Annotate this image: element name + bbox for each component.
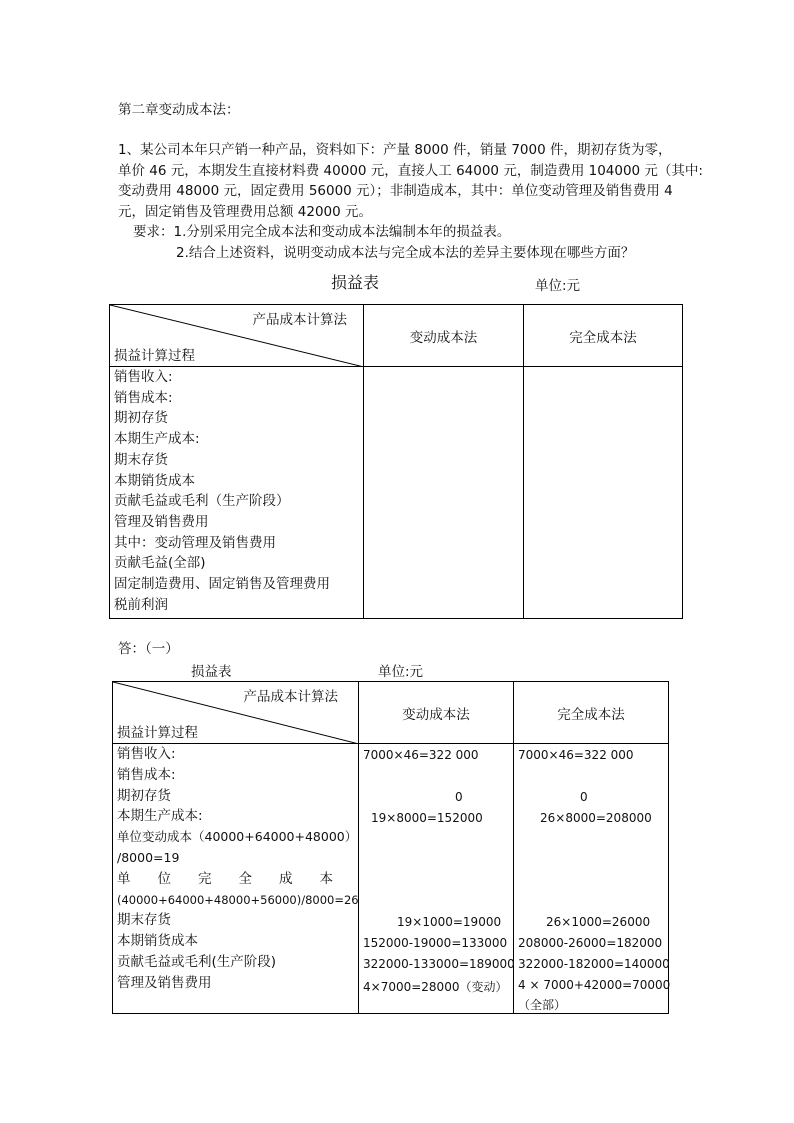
answer-full-values: [514, 744, 669, 1014]
variable-admin-value: 4×7000=28000（变动）: [363, 980, 508, 994]
row-label: (40000+64000+48000+56000)/8000=26: [117, 892, 359, 907]
answer-row-labels: [113, 744, 359, 1014]
table1-title: 损益表: [331, 273, 380, 292]
question-line-3: 变动费用 48000 元，固定费用 56000 元）；非制造成本，其中：单位变动管理及销售费用 4: [118, 183, 673, 199]
row-label: 管理及销售费用: [114, 513, 209, 530]
row-label: 税前利润: [114, 596, 168, 613]
row-label: 贡献毛益(全部): [114, 555, 206, 572]
income-statement-template: [109, 304, 683, 619]
full-admin-value: 4 × 7000+42000=70000: [518, 978, 671, 992]
answer-table-title: 损益表: [191, 664, 232, 680]
variable-cogs-value: 152000-19000=133000: [363, 936, 508, 950]
row-label: 本期销货成本: [114, 472, 195, 489]
row-label: 管理及销售费用: [117, 974, 212, 991]
row-label: 本期生产成本:: [117, 808, 203, 825]
row-label: 期初存货: [114, 410, 168, 427]
row-label: 本期销货成本: [117, 933, 198, 950]
question-line-1: 1、某公司本年只产销一种产品，资料如下：产量 8000 件，销量 7000 件，期初存货为零，: [118, 142, 672, 158]
full-cogs-value: 208000-26000=182000: [518, 936, 663, 950]
variable-sales-value: 7000×46=322 000: [363, 748, 479, 762]
requirement-1: 要求：1.分别采用完全成本法和变动成本法编制本年的损益表。: [133, 224, 511, 240]
row-label: 本期生产成本:: [114, 431, 200, 448]
chapter-title: 第二章变动成本法：: [118, 102, 240, 118]
variable-margin-value: 322000-133000=189000: [363, 957, 515, 971]
question-line-4: 元，固定销售及管理费用总额 42000 元。: [118, 204, 373, 220]
variable-closing-value: 19×1000=19000: [397, 915, 502, 929]
row-label: 贡献毛益或毛利(生产阶段): [117, 953, 277, 970]
variable-costing-values-empty: [364, 367, 524, 619]
row-label: 销售收入:: [114, 369, 173, 385]
table1-unit: 单位:元: [535, 278, 581, 294]
row-label: 销售成本:: [117, 766, 176, 783]
answer-column-variable-costing: 变动成本法: [359, 682, 514, 744]
row-label: 单位变动成本（40000+64000+48000）: [117, 829, 358, 845]
row-label: 其中：变动管理及销售费用: [114, 534, 276, 551]
row-label: /8000=19: [117, 849, 180, 865]
full-sales-value: 7000×46=322 000: [518, 748, 634, 762]
variable-opening-value: 0: [455, 790, 463, 804]
answer-income-statement: [112, 681, 669, 1014]
answer-header-process: 损益计算过程: [117, 725, 198, 741]
row-labels: [110, 367, 364, 619]
row-label: 销售收入:: [117, 746, 176, 762]
row-label: 销售成本:: [114, 389, 173, 406]
row-label: 期末存货: [114, 451, 168, 468]
full-closing-value: 26×1000=26000: [546, 915, 651, 929]
full-opening-value: 0: [580, 790, 588, 804]
question-line-2: 单价 46 元，本期发生直接材料费 40000 元，直接人工 64000 元，制造费用 104000 元（其中:: [118, 163, 703, 179]
requirement-2: 2.结合上述资料，说明变动成本法与完全成本法的差异主要体现在哪些方面？: [176, 245, 635, 261]
row-label: 期初存货: [117, 787, 171, 804]
answer-variable-values: [359, 744, 514, 1014]
row-label: 贡献毛益或毛利（生产阶段）: [114, 493, 290, 510]
answer-table-unit: 单位:元: [378, 664, 424, 680]
header-method: 产品成本计算法: [252, 312, 347, 328]
answer-diagonal-header-cell: [113, 682, 359, 744]
row-label: 期末存货: [117, 912, 171, 929]
answer-header-method: 产品成本计算法: [243, 689, 338, 705]
row-label: 固定制造费用、固定销售及管理费用: [114, 576, 330, 593]
column-variable-costing: 变动成本法: [364, 305, 524, 367]
header-process: 损益计算过程: [114, 348, 195, 364]
variable-production-value: 19×8000=152000: [371, 811, 483, 825]
row-label: 单 位 完 全 成 本: [117, 870, 333, 887]
full-margin-value: 322000-182000=140000: [518, 957, 670, 971]
answer-column-full-costing: 完全成本法: [514, 682, 669, 744]
full-costing-values-empty: [524, 367, 683, 619]
answer-label: 答：（一）: [118, 641, 179, 657]
full-admin-note: （全部）: [518, 998, 567, 1012]
diagonal-header-cell: [110, 305, 364, 367]
full-production-value: 26×8000=208000: [540, 811, 652, 825]
column-full-costing: 完全成本法: [524, 305, 683, 367]
